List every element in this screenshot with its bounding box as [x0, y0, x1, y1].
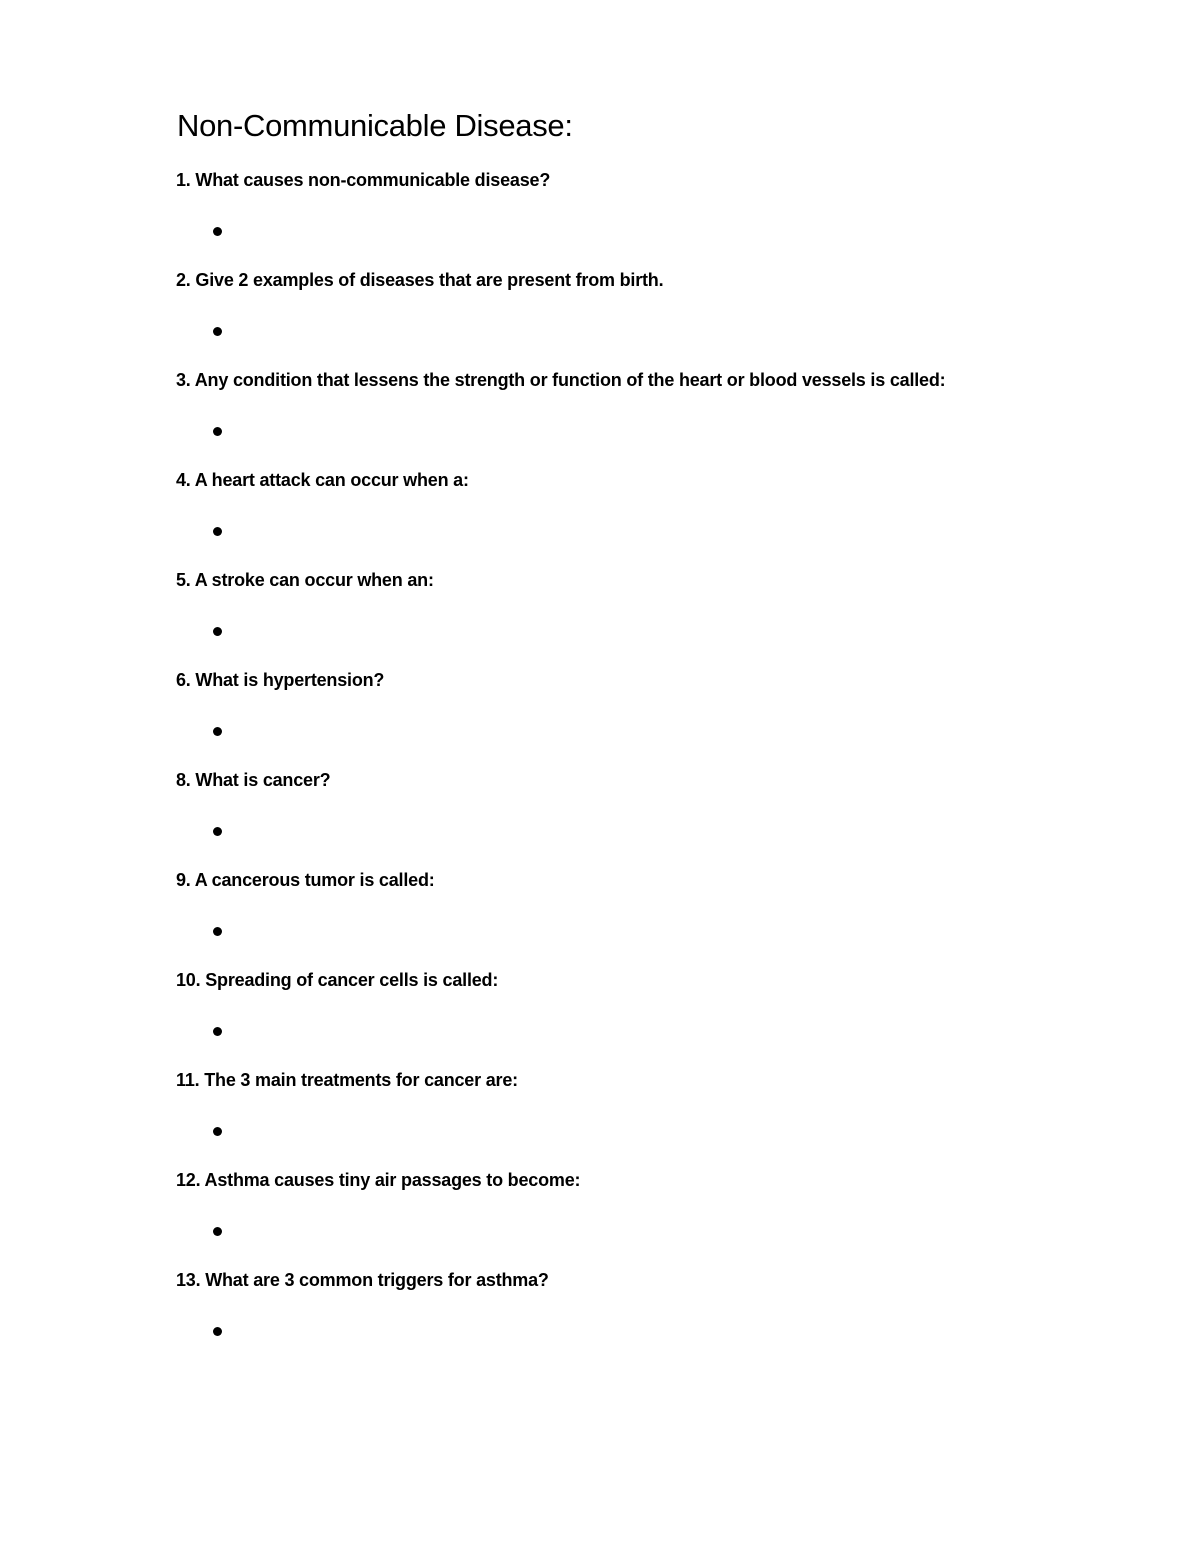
question-text: 9. A cancerous tumor is called: — [176, 870, 435, 890]
answer-bullet-icon — [213, 1327, 222, 1336]
answer-bullet-icon — [213, 627, 222, 636]
question-item — [176, 470, 1136, 570]
answer-bullet-icon — [213, 827, 222, 836]
question-text: 6. What is hypertension? — [176, 670, 385, 690]
question-item — [176, 770, 1136, 870]
answer-bullet-icon — [213, 327, 222, 336]
answer-bullet-icon — [213, 927, 222, 936]
question-text: 5. A stroke can occur when an: — [176, 570, 434, 590]
question-item — [176, 970, 1136, 1070]
question-text: 2. Give 2 examples of diseases that are present from birth. — [176, 270, 664, 290]
answer-bullet-icon — [213, 427, 222, 436]
question-item — [176, 270, 1136, 370]
document-title: Non-Communicable Disease: — [177, 108, 573, 143]
question-text: 1. What causes non-communicable disease? — [176, 170, 551, 190]
question-text: 8. What is cancer? — [176, 770, 331, 790]
question-item — [176, 170, 1136, 270]
answer-bullet-icon — [213, 227, 222, 236]
question-item — [176, 1170, 1136, 1270]
question-text: 12. Asthma causes tiny air passages to become: — [176, 1170, 581, 1190]
question-text: 3. Any condition that lessens the strength or function of the heart or blood vessels is called: — [176, 370, 946, 390]
answer-bullet-icon — [213, 727, 222, 736]
question-item — [176, 870, 1136, 970]
question-text: 13. What are 3 common triggers for asthma? — [176, 1270, 549, 1290]
question-item — [176, 670, 1136, 770]
question-list — [176, 170, 1136, 1370]
question-text: 4. A heart attack can occur when a: — [176, 470, 469, 490]
answer-bullet-icon — [213, 1027, 222, 1036]
question-item — [176, 1070, 1136, 1170]
question-item — [176, 370, 1136, 470]
answer-bullet-icon — [213, 1127, 222, 1136]
question-text: 11. The 3 main treatments for cancer are: — [176, 1070, 518, 1090]
answer-bullet-icon — [213, 1227, 222, 1236]
answer-bullet-icon — [213, 527, 222, 536]
question-text: 10. Spreading of cancer cells is called: — [176, 970, 499, 990]
question-item — [176, 1270, 1136, 1370]
question-item — [176, 570, 1136, 670]
